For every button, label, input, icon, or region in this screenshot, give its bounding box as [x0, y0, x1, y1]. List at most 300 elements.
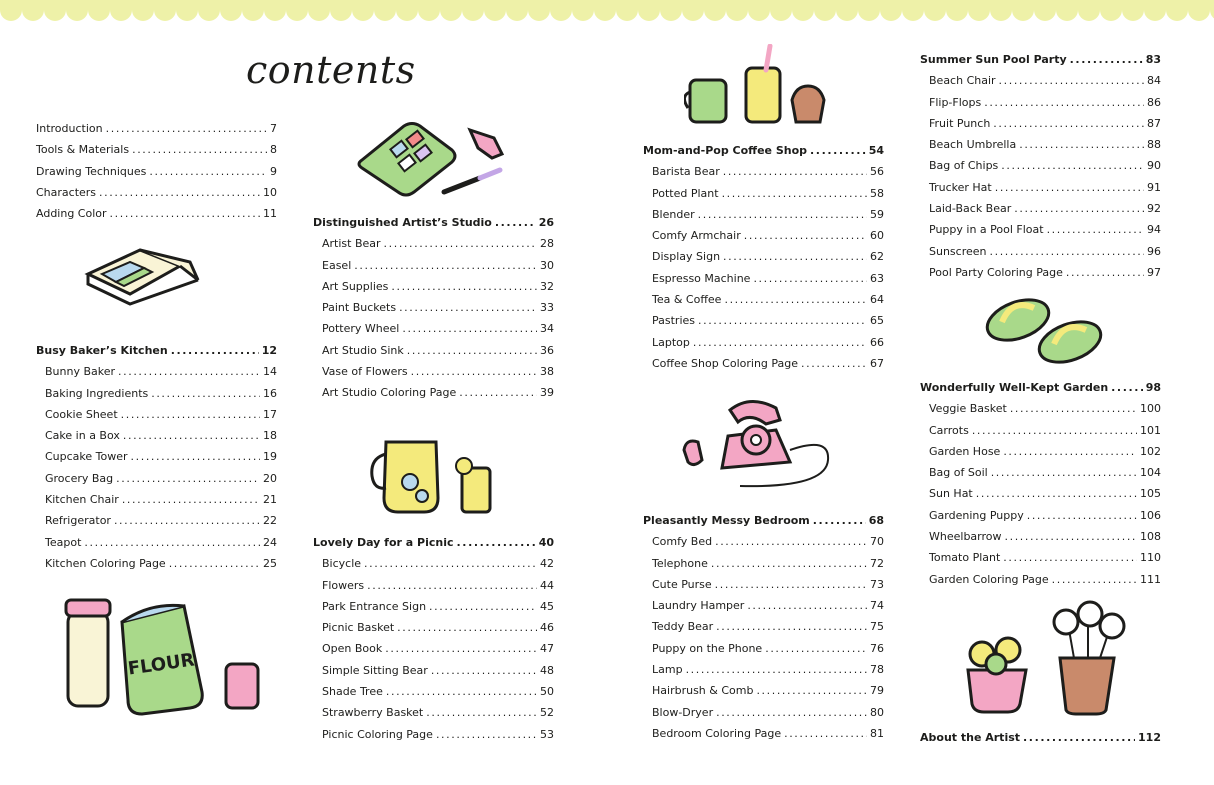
toc-entry	[920, 526, 1161, 547]
toc-entry-title: Art Studio Coloring Page	[322, 386, 457, 400]
toc-page-number: 73	[870, 577, 884, 591]
toc-entry-title: Artist Bear	[322, 237, 381, 251]
dot-leader	[723, 161, 867, 182]
toc-entry-title: Potted Plant	[652, 186, 719, 200]
dot-leader	[698, 310, 867, 331]
dot-leader	[367, 575, 537, 596]
dot-leader	[151, 383, 260, 404]
toc-entry-title: Bicycle	[322, 557, 362, 571]
toc-page-number: 84	[1147, 74, 1161, 88]
toc-entry-title: Bedroom Coloring Page	[652, 726, 782, 740]
dot-leader	[110, 203, 260, 224]
dot-leader	[1070, 49, 1143, 70]
dot-leader	[131, 446, 260, 467]
toc-page-number: 63	[870, 271, 884, 285]
toc-page-number: 26	[538, 216, 554, 229]
toc-entry	[643, 723, 884, 744]
toc-entry	[643, 680, 884, 701]
toc-column-about	[920, 727, 1161, 748]
toc-page-number: 56	[870, 165, 884, 179]
toc-page-number: 48	[540, 663, 554, 677]
toc-entry-title: Beach Umbrella	[929, 138, 1017, 152]
toc-entry	[643, 616, 884, 637]
dot-leader	[495, 212, 536, 233]
toc-entry-title: Garden Coloring Page	[929, 572, 1049, 586]
dot-leader	[171, 340, 259, 361]
toc-entry	[313, 318, 554, 339]
dot-leader	[1052, 569, 1137, 590]
toc-page-number: 72	[870, 556, 884, 570]
toc-entry	[643, 183, 884, 204]
toc-entry	[920, 70, 1161, 91]
toc-entry-title: Lovely Day for a Picnic	[313, 536, 454, 549]
toc-page-number: 21	[263, 493, 277, 507]
toc-entry	[920, 134, 1161, 155]
dot-leader	[1003, 441, 1137, 462]
toc-entry	[313, 255, 554, 276]
toc-entry	[643, 595, 884, 616]
toc-page-number: 92	[1147, 202, 1161, 216]
toc-entry	[920, 483, 1161, 504]
toc-entry-title: Bag of Chips	[929, 159, 999, 173]
toc-page-number: 64	[870, 293, 884, 307]
toc-entry	[920, 505, 1161, 526]
toc-entry-title: Coffee Shop Coloring Page	[652, 356, 799, 370]
potted-flowers-illustration	[948, 598, 1133, 716]
dot-leader	[99, 182, 260, 203]
dot-leader	[765, 638, 867, 659]
dot-leader	[1047, 219, 1144, 240]
toc-entry	[36, 203, 277, 224]
dot-leader	[722, 183, 867, 204]
toc-entry-title: Simple Sitting Bear	[322, 663, 428, 677]
toc-entry-title: Hairbrush & Comb	[652, 684, 754, 698]
toc-page-number: 67	[870, 356, 884, 370]
toc-chapter-entry	[36, 340, 277, 361]
toc-page-number: 76	[870, 641, 884, 655]
toc-entry-title: Laptop	[652, 335, 690, 349]
toc-entry-title: Cake in a Box	[45, 429, 120, 443]
toc-entry	[36, 489, 277, 510]
toc-page-number: 45	[540, 599, 554, 613]
baking-ingredients-illustration	[60, 582, 270, 717]
dot-leader	[431, 660, 537, 681]
toc-entry-title: Introduction	[36, 122, 103, 135]
toc-entry-title: Art Supplies	[322, 279, 389, 293]
toc-entry-title: Shade Tree	[322, 685, 383, 699]
toc-entry-title: Cookie Sheet	[45, 407, 118, 421]
toc-entry-title: Paint Buckets	[322, 301, 397, 315]
toc-entry	[643, 553, 884, 574]
toc-entry	[920, 219, 1161, 240]
toc-entry	[643, 659, 884, 680]
toc-page-number: 75	[870, 620, 884, 634]
dot-leader	[1010, 398, 1137, 419]
dot-leader	[407, 340, 537, 361]
toc-entry-title: Laundry Hamper	[652, 599, 745, 613]
toc-page-number: 112	[1138, 731, 1161, 744]
scalloped-top-band	[0, 0, 1214, 22]
toc-page-number: 81	[870, 726, 884, 740]
toc-entry	[313, 681, 554, 702]
toc-entry-title: Pastries	[652, 314, 696, 328]
toc-page-number: 83	[1145, 53, 1161, 66]
dot-leader	[723, 246, 867, 267]
toc-page-number: 53	[540, 727, 554, 741]
dot-leader	[429, 596, 537, 617]
toc-page-number: 59	[870, 207, 884, 221]
dot-leader	[716, 616, 867, 637]
dot-leader	[114, 510, 260, 531]
toc-entry-title: Display Sign	[652, 250, 721, 264]
toc-page-number: 91	[1147, 180, 1161, 194]
toc-entry-title: Tea & Coffee	[652, 293, 722, 307]
toc-page-number: 87	[1147, 116, 1161, 130]
toc-entry	[36, 553, 277, 574]
toc-entry	[313, 276, 554, 297]
toc-chapter-entry	[313, 532, 554, 553]
toc-entry	[643, 289, 884, 310]
flour-bag-label: FLOUR	[126, 649, 196, 680]
toc-entry-title: Tomato Plant	[929, 551, 1001, 565]
toc-chapter-entry	[313, 212, 554, 233]
toc-page-number: 14	[263, 365, 277, 379]
toc-page-number: 79	[870, 684, 884, 698]
toc-entry-title: About the Artist	[920, 731, 1021, 744]
toc-page-number: 106	[1140, 508, 1161, 522]
dot-leader	[1005, 526, 1138, 547]
toc-entry	[920, 198, 1161, 219]
dot-leader	[116, 468, 260, 489]
toc-page-number: 80	[870, 705, 884, 719]
toc-page-number: 50	[540, 685, 554, 699]
toc-entry-title: Park Entrance Sign	[322, 599, 427, 613]
toc-entry-title: Telephone	[652, 556, 708, 570]
toc-entry-title: Picnic Coloring Page	[322, 727, 433, 741]
toc-page-number: 110	[1140, 551, 1161, 565]
toc-page-number: 86	[1147, 95, 1161, 109]
toc-entry-title: Strawberry Basket	[322, 706, 424, 720]
toc-entry-title: Veggie Basket	[929, 402, 1007, 416]
toc-page-number: 22	[263, 514, 277, 528]
toc-chapter-entry	[920, 727, 1161, 748]
toc-entry-title: Sun Hat	[929, 487, 973, 501]
toc-entry-title: Vase of Flowers	[322, 365, 408, 379]
toc-page-number: 9	[270, 164, 277, 178]
toc-entry	[36, 425, 277, 446]
toc-page-number: 28	[540, 237, 554, 251]
toc-entry-title: Puppy on the Phone	[652, 641, 763, 655]
open-book-illustration	[80, 244, 210, 308]
dot-leader	[1003, 547, 1137, 568]
toc-entry	[643, 310, 884, 331]
toc-page-number: 108	[1140, 530, 1161, 544]
toc-entry-title: Laid-Back Bear	[929, 202, 1012, 216]
page-title: contents	[246, 48, 416, 92]
dot-leader	[715, 574, 867, 595]
dot-leader	[715, 531, 867, 552]
toc-entry	[313, 340, 554, 361]
toc-entry-title: Picnic Basket	[322, 621, 395, 635]
dot-leader	[1027, 505, 1137, 526]
toc-column-artist-studio	[313, 212, 554, 404]
toc-entry-title: Fruit Punch	[929, 116, 991, 130]
toc-page-number: 16	[263, 386, 277, 400]
dot-leader	[1014, 198, 1144, 219]
toc-page-number: 78	[870, 663, 884, 677]
dot-leader	[813, 510, 866, 531]
dot-leader	[149, 161, 267, 182]
dot-leader	[391, 276, 537, 297]
dot-leader	[436, 724, 537, 745]
toc-chapter-entry	[643, 140, 884, 161]
toc-entry-title: Kitchen Coloring Page	[45, 556, 166, 570]
dot-leader	[1111, 377, 1143, 398]
dot-leader	[990, 241, 1145, 262]
toc-chapter-entry	[920, 377, 1161, 398]
dot-leader	[991, 462, 1137, 483]
toc-page-number: 39	[540, 386, 554, 400]
toc-entry	[643, 702, 884, 723]
toc-page-number: 97	[1147, 265, 1161, 279]
toc-page-number: 30	[540, 258, 554, 272]
toc-entry	[313, 702, 554, 723]
lemonade-pitcher-illustration	[366, 428, 496, 518]
toc-page-number: 88	[1147, 138, 1161, 152]
toc-entry	[643, 225, 884, 246]
toc-page-number: 10	[263, 185, 277, 199]
toc-page-number: 104	[1140, 466, 1161, 480]
dot-leader	[711, 553, 867, 574]
toc-entry-title: Flowers	[322, 578, 365, 592]
toc-page-number: 102	[1140, 444, 1161, 458]
toc-entry	[313, 660, 554, 681]
toc-entry-title: Pleasantly Messy Bedroom	[643, 514, 810, 527]
dot-leader	[698, 204, 867, 225]
dot-leader	[686, 659, 867, 680]
toc-entry-title: Bunny Baker	[45, 365, 116, 379]
dot-leader	[784, 723, 867, 744]
toc-entry-title: Beach Chair	[929, 74, 996, 88]
toc-column-front	[36, 118, 277, 224]
toc-entry	[36, 161, 277, 182]
dot-leader	[386, 681, 537, 702]
toc-entry	[313, 361, 554, 382]
toc-page-number: 58	[870, 186, 884, 200]
toc-entry	[313, 553, 554, 574]
toc-entry-title: Grocery Bag	[45, 471, 114, 485]
toc-entry	[313, 638, 554, 659]
toc-entry	[643, 161, 884, 182]
toc-page-number: 90	[1147, 159, 1161, 173]
toc-entry	[920, 92, 1161, 113]
toc-page-number: 18	[263, 429, 277, 443]
toc-entry-title: Drawing Techniques	[36, 164, 147, 178]
toc-entry-title: Open Book	[322, 642, 383, 656]
dot-leader	[385, 638, 537, 659]
telephone-illustration	[680, 390, 835, 492]
dot-leader	[399, 297, 537, 318]
toc-page-number: 46	[540, 621, 554, 635]
toc-entry-title: Carrots	[929, 423, 969, 437]
dot-leader	[397, 617, 537, 638]
toc-entry-title: Tools & Materials	[36, 143, 130, 157]
dot-leader	[118, 361, 260, 382]
toc-chapter-entry	[920, 49, 1161, 70]
toc-page-number: 111	[1140, 572, 1161, 586]
toc-page-number: 17	[263, 407, 277, 421]
toc-page-number: 52	[540, 706, 554, 720]
toc-page-number: 34	[540, 322, 554, 336]
toc-page-number: 32	[540, 279, 554, 293]
dot-leader	[426, 702, 537, 723]
toc-entry	[920, 262, 1161, 283]
dot-leader	[364, 553, 537, 574]
toc-entry-title: Pool Party Coloring Page	[929, 265, 1063, 279]
dot-leader	[1001, 155, 1144, 176]
dot-leader	[995, 177, 1144, 198]
toc-page-number: 94	[1147, 223, 1161, 237]
toc-entry-title: Art Studio Sink	[322, 343, 404, 357]
dot-leader	[123, 425, 260, 446]
toc-entry-title: Kitchen Chair	[45, 493, 119, 507]
toc-entry	[36, 182, 277, 203]
toc-entry-title: Characters	[36, 185, 97, 199]
toc-entry	[643, 531, 884, 552]
toc-entry	[920, 241, 1161, 262]
toc-entry-title: Adding Color	[36, 207, 107, 221]
toc-entry	[36, 383, 277, 404]
toc-page-number: 65	[870, 314, 884, 328]
toc-entry	[36, 446, 277, 467]
dot-leader	[724, 289, 867, 310]
toc-entry-title: Espresso Machine	[652, 271, 751, 285]
dot-leader	[744, 225, 867, 246]
toc-entry-title: Summer Sun Pool Party	[920, 53, 1067, 66]
dot-leader	[999, 70, 1144, 91]
toc-entry-title: Flip-Flops	[929, 95, 982, 109]
toc-entry-title: Distinguished Artist’s Studio	[313, 216, 492, 229]
coffee-drinks-illustration	[684, 44, 834, 126]
toc-entry-title: Wonderfully Well-Kept Garden	[920, 381, 1109, 394]
toc-page-number: 25	[263, 556, 277, 570]
dot-leader	[84, 532, 260, 553]
dot-leader	[411, 361, 537, 382]
toc-page-number: 98	[1145, 381, 1161, 394]
toc-entry-title: Gardening Puppy	[929, 508, 1024, 522]
toc-entry	[643, 268, 884, 289]
dot-leader	[972, 420, 1137, 441]
dot-leader	[747, 595, 867, 616]
toc-entry	[643, 246, 884, 267]
toc-entry-title: Teddy Bear	[652, 620, 714, 634]
flip-flops-illustration	[982, 292, 1106, 364]
toc-page-number: 40	[538, 536, 554, 549]
toc-entry-title: Garden Hose	[929, 444, 1001, 458]
toc-column-bedroom	[643, 510, 884, 744]
toc-page-number: 68	[868, 514, 884, 527]
dot-leader	[993, 113, 1144, 134]
toc-page-number: 7	[270, 122, 277, 135]
toc-entry	[36, 361, 277, 382]
dot-leader	[693, 332, 867, 353]
toc-entry-title: Barista Bear	[652, 165, 720, 179]
toc-entry	[920, 177, 1161, 198]
toc-page-number: 36	[540, 343, 554, 357]
toc-entry-title: Sunscreen	[929, 244, 987, 258]
dot-leader	[122, 489, 260, 510]
toc-entry	[643, 204, 884, 225]
toc-entry	[920, 462, 1161, 483]
toc-entry	[920, 441, 1161, 462]
toc-entry	[643, 638, 884, 659]
toc-page-number: 20	[263, 471, 277, 485]
toc-entry	[313, 596, 554, 617]
dot-leader	[753, 268, 867, 289]
dot-leader	[801, 353, 867, 374]
toc-entry	[36, 510, 277, 531]
toc-entry-title: Pottery Wheel	[322, 322, 400, 336]
toc-column-coffee-shop	[643, 140, 884, 374]
toc-entry-title: Teapot	[45, 535, 82, 549]
toc-column-garden	[920, 377, 1161, 590]
dot-leader	[1066, 262, 1144, 283]
toc-entry	[36, 532, 277, 553]
toc-entry	[920, 420, 1161, 441]
toc-page-number: 33	[540, 301, 554, 315]
toc-entry	[920, 113, 1161, 134]
toc-column-pool-party	[920, 49, 1161, 283]
toc-entry-title: Comfy Bed	[652, 535, 713, 549]
toc-entry-title: Cupcake Tower	[45, 450, 128, 464]
toc-page-number: 54	[868, 144, 884, 157]
toc-page-number: 8	[270, 143, 277, 157]
toc-page-number: 62	[870, 250, 884, 264]
toc-page-number: 42	[540, 557, 554, 571]
toc-entry	[313, 297, 554, 318]
dot-leader	[384, 233, 537, 254]
dot-leader	[756, 680, 867, 701]
toc-entry-title: Wheelbarrow	[929, 530, 1002, 544]
toc-entry-title: Comfy Armchair	[652, 229, 741, 243]
toc-entry-title: Cute Purse	[652, 577, 712, 591]
toc-entry	[643, 574, 884, 595]
toc-page-number: 11	[263, 207, 277, 221]
toc-page-number: 70	[870, 535, 884, 549]
toc-page-number: 66	[870, 335, 884, 349]
dot-leader	[457, 532, 536, 553]
toc-entry-title: Blender	[652, 207, 695, 221]
dot-leader	[716, 702, 867, 723]
toc-page-number: 101	[1140, 423, 1161, 437]
toc-column-picnic	[313, 532, 554, 745]
toc-page-number: 74	[870, 599, 884, 613]
toc-entry	[36, 468, 277, 489]
dot-leader	[169, 553, 260, 574]
dot-leader	[132, 139, 267, 160]
dot-leader	[402, 318, 537, 339]
dot-leader	[810, 140, 866, 161]
toc-entry	[920, 547, 1161, 568]
toc-entry	[313, 617, 554, 638]
toc-entry	[36, 404, 277, 425]
dot-leader	[106, 118, 267, 139]
toc-entry-title: Bag of Soil	[929, 466, 988, 480]
toc-page-number: 38	[540, 365, 554, 379]
toc-entry-title: Mom-and-Pop Coffee Shop	[643, 144, 808, 157]
toc-page-number: 12	[261, 344, 277, 357]
toc-page-number: 100	[1140, 402, 1161, 416]
